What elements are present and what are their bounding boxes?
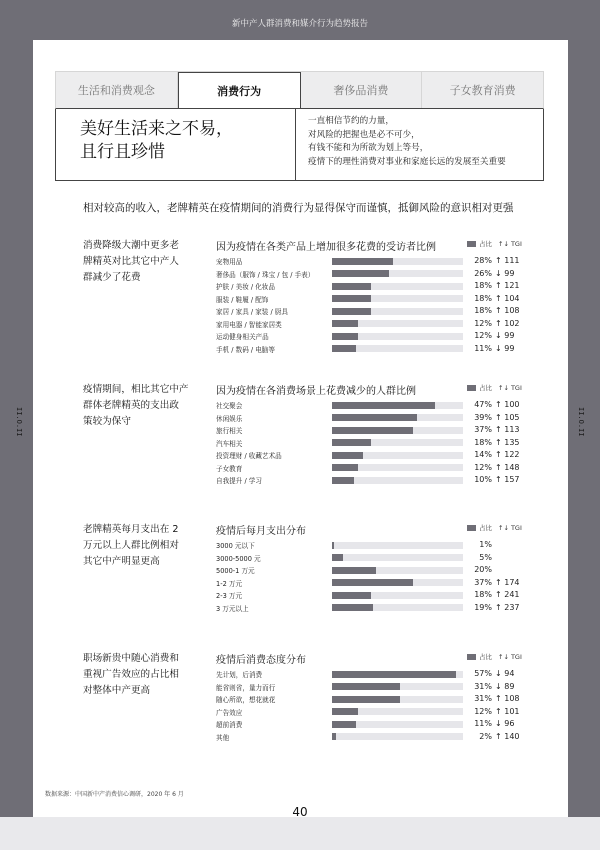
tgi-value [495,603,520,612]
description-line: 群体老牌精英的支出政 [83,400,179,411]
category-label: 子女教育 [216,464,243,473]
bar [332,283,371,290]
arrow-down-icon: ↓ [495,669,502,678]
tgi-number: 99 [504,343,515,353]
share-value: 18% [474,437,492,447]
tgi-number: 157 [504,475,520,484]
bar-rows [216,255,556,355]
share-value: 20% [474,565,492,574]
category-label: 超前消费 [216,721,243,729]
category-label: 运动健身相关产品 [216,333,269,341]
arrow-up-icon: ↑ [495,450,502,459]
share-value: 37% [474,425,492,434]
bar-track [332,283,463,290]
tgi-value [495,344,514,353]
share-value: 12% [474,331,492,340]
bar-row [216,424,556,437]
tgi-number: 94 [504,669,515,678]
tgi-value [495,669,514,678]
description-line: 群减少了花费 [83,272,141,283]
category-label: 其他 [216,733,230,742]
chart-title: 因为疫情在各消费场景上花费减少的人群比例 [216,386,416,397]
tgi-number: 174 [504,577,520,587]
tgi-number: 111 [504,256,520,265]
bar [332,439,371,446]
description-line: 重视广告效应的占比相 [83,669,179,680]
description-line: 对整体中产更高 [83,685,151,696]
tab-child-education[interactable]: 子女教育消费 [449,84,516,97]
tgi-number: 96 [504,719,515,728]
arrow-up-icon: ↑ [495,281,502,290]
bar-track [332,708,463,715]
description-line: 其它中产明显更高 [83,556,160,567]
legend-share-label: 占比 [479,240,492,248]
category-label: 1-2 万元 [216,579,243,588]
bar [332,683,400,690]
bar-row [216,552,556,565]
tgi-value [495,438,520,447]
quote-line: 疫情下的理性消费对事业和家庭长远的发展至关重要 [308,156,506,167]
share-value: 28% [474,256,492,265]
description-line: 牌精英对比其它中产人 [83,256,179,267]
right-page-mark: II.O.II [577,407,585,437]
bar-row [216,437,556,450]
section-tabs [55,71,544,109]
tgi-value [495,281,520,290]
tgi-value [495,719,514,728]
description-line: 万元以上人群比例相对 [83,540,179,551]
tgi-value [495,269,514,278]
arrow-up-icon: ↑ [495,256,502,265]
bar-track [332,270,463,277]
bar-row [216,539,556,552]
section-description [83,382,203,430]
bar-track [332,579,463,586]
category-label: 家居 / 家具 / 家装 / 厨具 [216,308,288,316]
arrow-down-icon: ↓ [495,343,502,353]
bar [332,452,363,459]
bar-track [332,554,463,561]
tgi-value [495,400,520,409]
bar-row [216,343,556,356]
bar-track [332,452,463,459]
bar-track [332,604,463,611]
category-label: 社交聚会 [216,402,243,410]
legend-swatch [467,525,476,531]
chart-title: 因为疫情在各类产品上增加很多花费的受访者比例 [216,242,436,253]
description-line: 策较为保守 [83,416,131,427]
share-value: 47% [474,400,492,409]
tgi-value [495,319,520,328]
tgi-number: 102 [504,318,520,328]
bar-track [332,477,463,484]
bar-track [332,683,463,690]
legend-tgi-label: ↑↓ TGI [498,383,522,392]
quote-line: 对风险的把握也是必不可少， [308,129,420,140]
tgi-value [495,425,520,434]
category-label: 3000 元以下 [216,542,255,550]
bar-track [332,567,463,574]
bar [332,258,393,265]
description-line: 疫情期间，相比其它中产 [83,384,189,395]
bar [332,402,435,409]
bar-rows [216,539,556,614]
bar-track [332,427,463,434]
tgi-value [495,294,520,303]
bar-row [216,731,556,744]
bar [332,427,413,434]
arrow-up-icon: ↑ [495,437,502,447]
bar-row [216,602,556,615]
bar-track [332,721,463,728]
category-label: 3 万元以上 [216,604,249,613]
legend-share-label: 占比 [479,384,492,392]
bar-row [216,399,556,412]
description-line: 职场新贵中随心消费和 [83,653,179,664]
report-header [0,0,600,40]
description-line: 消费降级大潮中更多老 [83,240,179,251]
chart-legend [467,523,522,532]
bar-row [216,474,556,487]
share-value: 31% [474,694,492,703]
headline [56,109,296,180]
bar-row [216,718,556,731]
tgi-number: 99 [504,331,515,340]
bar-row [216,693,556,706]
tgi-number: 241 [504,590,520,599]
bar-track [332,402,463,409]
bar-row [216,706,556,719]
headline-line-1: 美好生活来之不易， [80,119,233,139]
tgi-value [495,331,514,340]
share-value: 12% [474,706,492,716]
category-label: 随心所欲，想花就花 [216,696,276,704]
bar [332,308,371,315]
bar [332,696,400,703]
tgi-number: 148 [504,462,520,472]
share-value: 18% [474,293,492,303]
arrow-down-icon: ↓ [495,719,502,728]
legend-tgi-label: ↑↓ TGI [498,239,522,248]
arrow-up-icon: ↑ [495,412,502,422]
tgi-value [495,463,520,472]
data-source: 数据来源：中国新中产消费信心调研，2020 年 6 月 [45,791,184,798]
bar [332,414,417,421]
headline-box [55,109,544,181]
share-value: 11% [474,719,492,728]
tgi-value [495,413,520,422]
arrow-down-icon: ↓ [495,268,502,278]
bar [332,604,373,611]
legend-swatch [467,654,476,660]
description-line: 老牌精英每月支出在 2 [83,524,179,535]
bar [332,592,371,599]
arrow-up-icon: ↑ [495,706,502,716]
legend-share-label: 占比 [479,524,492,532]
tab-luxury[interactable]: 奢侈品消费 [301,72,423,108]
tgi-value [495,732,520,741]
category-label: 护肤 / 美妆 / 化妆品 [216,283,275,291]
section-description [83,522,203,570]
bar [332,320,358,327]
tgi-number: 99 [504,268,515,278]
bar-row [216,280,556,293]
tgi-value [495,590,520,599]
share-value: 18% [474,590,492,599]
bar-track [332,671,463,678]
tgi-number: 100 [504,400,520,409]
arrow-up-icon: ↑ [495,475,502,484]
tgi-value [495,256,520,265]
category-label: 能省则省，量力而行 [216,683,276,692]
share-value: 39% [474,412,492,422]
tgi-value [495,306,520,315]
share-value: 2% [479,731,492,741]
bar-row [216,577,556,590]
tgi-number: 140 [504,731,520,741]
bar-row [216,449,556,462]
page-footer-band [0,817,600,850]
bar [332,579,413,586]
tab-lifestyle[interactable]: 生活和消费观念 [56,72,178,108]
bar [332,477,354,484]
bar [332,345,356,352]
share-value: 14% [474,450,492,459]
category-label: 宠物用品 [216,258,243,266]
share-value: 12% [474,462,492,472]
legend-tgi-label: ↑↓ TGI [498,652,522,661]
section-description [83,238,203,286]
bar-track [332,345,463,352]
arrow-up-icon: ↑ [495,400,502,409]
legend-tgi-label: ↑↓ TGI [498,523,522,532]
bar-row [216,668,556,681]
chart-title: 疫情后每月支出分布 [216,526,306,537]
bar-row [216,589,556,602]
chart-legend [467,239,522,248]
tab-consumption-behavior[interactable]: 消费行为 [178,72,301,108]
bar [332,567,376,574]
bar [332,721,356,728]
bar-track [332,258,463,265]
arrow-up-icon: ↑ [495,306,502,315]
category-label: 服装 / 鞋履 / 配饰 [216,295,269,304]
bar-track [332,733,463,740]
bar [332,270,389,277]
arrow-up-icon: ↑ [495,602,502,612]
bar-row [216,681,556,694]
bar-row [216,255,556,268]
tgi-number: 135 [504,437,520,447]
bar-rows [216,399,556,487]
bar-row [216,293,556,306]
bar-track [332,439,463,446]
share-value: 57% [474,669,492,678]
chart-title: 疫情后消费态度分布 [216,655,306,666]
tgi-number: 104 [504,293,520,303]
bar-track [332,464,463,471]
arrow-up-icon: ↑ [495,425,502,434]
bar-track [332,308,463,315]
bar-row [216,318,556,331]
share-value: 26% [474,268,492,278]
bar [332,554,343,561]
chart-legend [467,383,522,392]
quote-line: 有钱不能和为所欲为划上等号， [308,143,429,153]
headline-line-2: 且行且珍惜 [80,142,165,162]
arrow-up-icon: ↑ [495,731,502,741]
bar-row [216,330,556,343]
bar-track [332,592,463,599]
intro-text: 相对较高的收入，老牌精英在疫情期间的消费行为显得保守而谨慎，抵御风险的意识相对更强 [83,202,514,214]
category-label: 手机 / 数码 / 电脑等 [216,345,275,354]
section-description [83,651,203,699]
tgi-number: 101 [504,706,520,716]
tgi-value [495,694,520,703]
tgi-value [495,682,514,691]
tgi-number: 113 [504,425,520,434]
arrow-up-icon: ↑ [495,462,502,472]
bar [332,464,358,471]
headline-quote [296,109,506,180]
report-title: 新中产人群消费和媒介行为趋势报告 [231,19,368,29]
category-label: 自我提升 / 学习 [216,477,262,485]
tgi-number: 108 [504,306,520,315]
bar [332,542,334,549]
bar-track [332,320,463,327]
legend-swatch [467,241,476,247]
bar [332,295,371,302]
category-label: 休闲娱乐 [216,414,243,423]
legend-share-label: 占比 [479,653,492,661]
bar-track [332,295,463,302]
share-value: 18% [474,306,492,315]
category-label: 3000-5000 元 [216,554,261,563]
arrow-down-icon: ↓ [495,681,502,691]
bar [332,733,336,740]
tgi-number: 108 [504,694,520,703]
legend-swatch [467,385,476,391]
report-page [33,40,568,817]
arrow-up-icon: ↑ [495,318,502,328]
category-label: 先计划，后消费 [216,671,263,679]
share-value: 19% [474,602,492,612]
category-label: 汽车相关 [216,439,243,448]
tgi-number: 121 [504,281,520,290]
page-number: 40 [292,805,308,819]
bar-row [216,564,556,577]
bar-rows [216,668,556,743]
bar [332,333,358,340]
bar-track [332,696,463,703]
tgi-value [495,450,520,459]
arrow-down-icon: ↓ [495,331,502,340]
share-value: 37% [474,577,492,587]
left-page-mark: II.O.II [15,407,23,437]
arrow-up-icon: ↑ [495,590,502,599]
tgi-value [495,578,520,587]
category-label: 旅行相关 [216,427,243,435]
tgi-value [495,475,520,484]
arrow-up-icon: ↑ [495,694,502,703]
bar-track [332,333,463,340]
tgi-number: 89 [504,681,515,691]
share-value: 11% [474,343,492,353]
bar [332,708,358,715]
share-value: 10% [474,475,492,484]
bar-row [216,305,556,318]
tgi-number: 105 [504,412,520,422]
bar-row [216,268,556,281]
arrow-up-icon: ↑ [495,293,502,303]
category-label: 家用电器 / 智能家居类 [216,320,282,329]
tgi-number: 122 [504,450,520,459]
bar-row [216,462,556,475]
tgi-number: 237 [504,602,520,612]
share-value: 5% [479,552,492,562]
category-label: 2-3 万元 [216,592,243,600]
bar [332,671,456,678]
category-label: 投资理财 / 收藏艺术品 [216,452,282,460]
bar-row [216,412,556,425]
bar-track [332,542,463,549]
share-value: 12% [474,318,492,328]
category-label: 广告效应 [216,708,243,717]
share-value: 1% [479,540,492,549]
share-value: 18% [474,281,492,290]
tgi-value [495,707,520,716]
category-label: 奢侈品（服饰 / 珠宝 / 包 / 手表） [216,270,315,279]
chart-legend [467,652,522,661]
quote-line: 一直相信节约的力量， [308,116,394,126]
category-label: 5000-1 万元 [216,567,255,575]
bar-track [332,414,463,421]
share-value: 31% [474,681,492,691]
arrow-up-icon: ↑ [495,577,502,587]
